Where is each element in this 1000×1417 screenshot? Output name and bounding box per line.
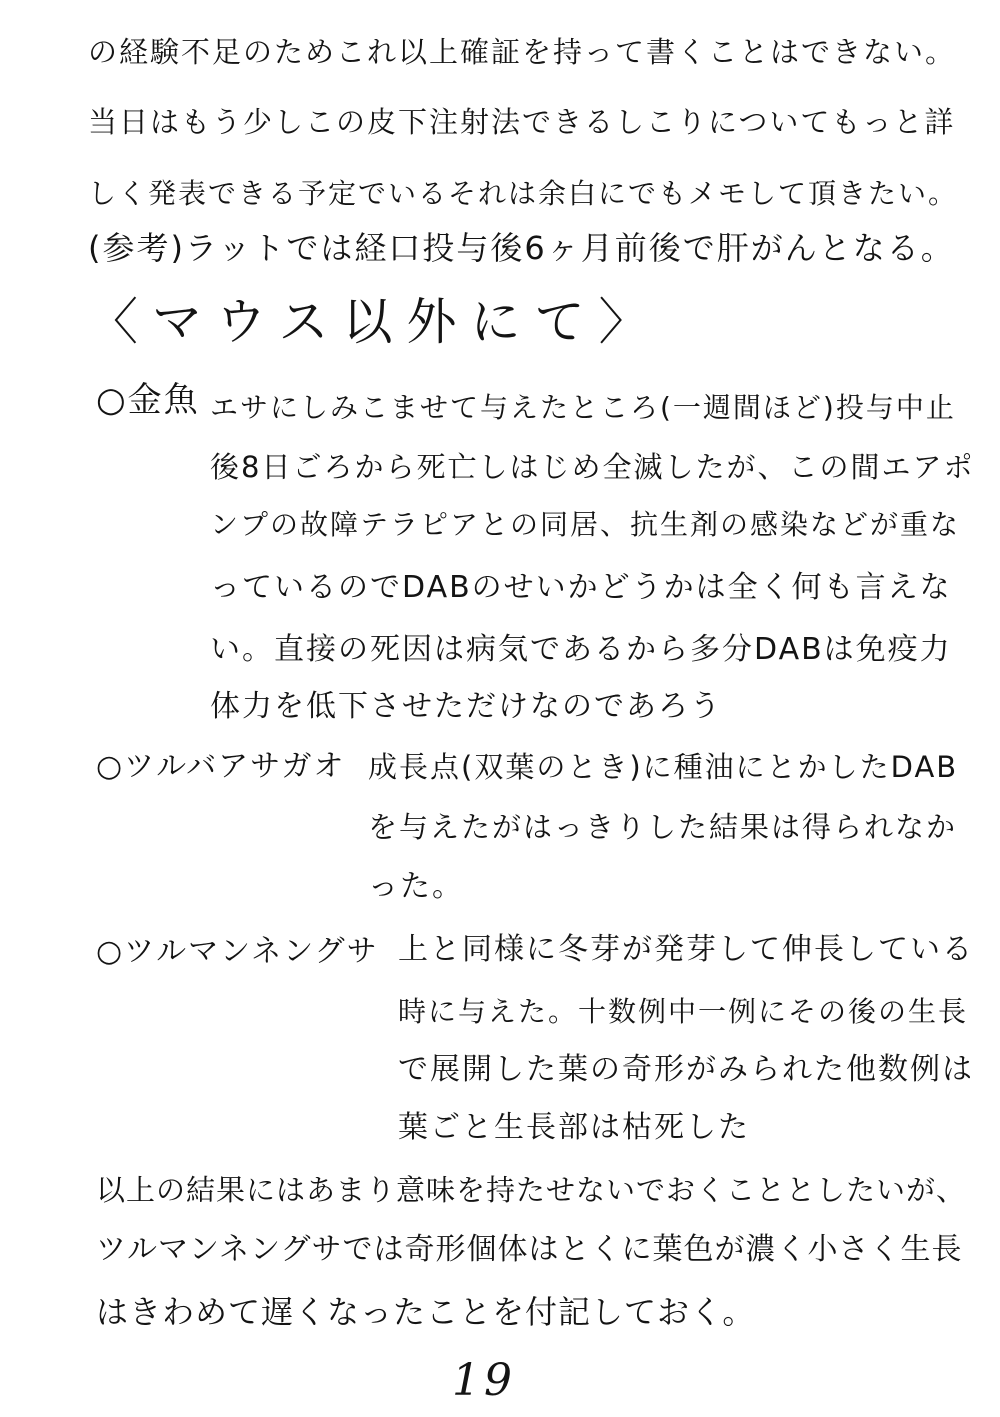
- page-number: 19: [452, 1355, 516, 1406]
- item-line: で展開した葉の奇形がみられた他数例は: [398, 1052, 974, 1087]
- item-line: 成長点(双葉のとき)に種油にとかしたDAB: [368, 750, 959, 784]
- item-line: 体力を低下させただけなのであろう: [210, 689, 722, 724]
- item-line: っているのでDABのせいかどうかは全く何も言えな: [210, 570, 952, 605]
- item-line: い。直接の死因は病気であるから多分DABは免疫力: [210, 632, 952, 667]
- item-line: エサにしみこませて与えたところ(一週間ほど)投与中止: [210, 391, 956, 424]
- intro-line: 当日はもう少しこの皮下注射法できるしこりについてもっと詳: [88, 105, 956, 139]
- item-label: ○ツルバアサガオ: [96, 749, 346, 784]
- item-label: ○ツルマンネングサ: [96, 934, 379, 969]
- conclusion-line: ツルマンネングサでは奇形個体はとくに葉色が濃く小さく生長: [96, 1232, 963, 1267]
- item-line: 葉ごと生長部は枯死した: [398, 1110, 750, 1145]
- item-line: を与えたがはっきりした結果は得られなか: [368, 810, 958, 844]
- section-heading: 〈マウス以外にて〉: [88, 293, 663, 351]
- item-label: ○金魚: [96, 380, 200, 420]
- item-line: 上と同様に冬芽が発芽して伸長している: [398, 932, 974, 967]
- item-line: 後8日ごろから死亡しはじめ全滅したが、この間エアポ: [210, 450, 975, 484]
- intro-line: (参考)ラットでは経口投与後6ヶ月前後で肝がんとなる。: [88, 229, 955, 267]
- item-line: 時に与えた。十数例中一例にその後の生長: [398, 995, 969, 1028]
- conclusion-line: 以上の結果にはあまり意味を持たせないでおくこととしたいが、: [96, 1173, 967, 1207]
- intro-line: の経験不足のためこれ以上確証を持って書くことはできない。: [88, 35, 957, 69]
- conclusion-line: はきわめて遅くなったことを付記しておく。: [96, 1293, 756, 1331]
- intro-line: しく発表できる予定でいるそれは余白にでもメモして頂きたい。: [88, 177, 959, 210]
- item-line: ンプの故障テラピアとの同居、抗生剤の感染などが重な: [210, 508, 961, 541]
- item-line: った。: [368, 869, 464, 904]
